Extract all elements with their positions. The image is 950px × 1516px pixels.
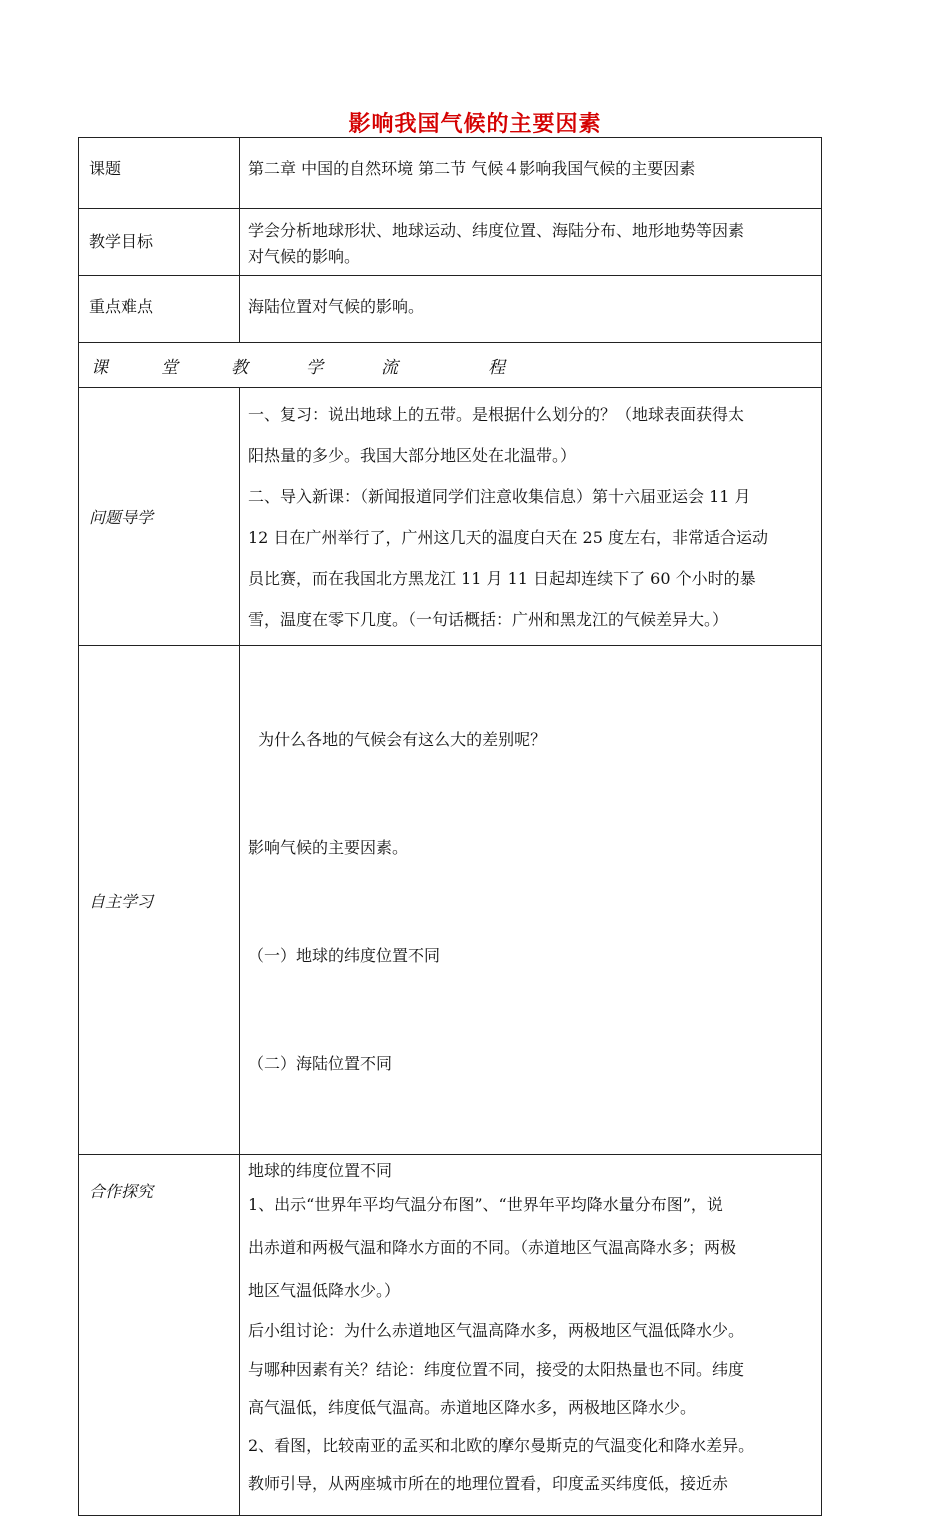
label-goal-text: 教学目标 xyxy=(89,232,154,251)
row-self xyxy=(79,646,822,1155)
label-self xyxy=(79,646,240,1155)
row-flow-heading xyxy=(79,343,822,388)
row-goal xyxy=(79,209,822,276)
label-key-text: 重点难点 xyxy=(89,297,154,316)
page-title: 影响我国气候的主要因素 xyxy=(348,111,602,137)
label-topic-text: 课题 xyxy=(89,159,122,178)
lesson-plan-table xyxy=(78,137,822,1516)
label-key xyxy=(79,276,240,343)
flow-char: 流 xyxy=(381,357,398,378)
self-line: （一）地球的纬度位置不同 xyxy=(248,946,441,965)
content-guide xyxy=(240,388,822,646)
content-key xyxy=(240,276,822,343)
row-key xyxy=(79,276,822,343)
content-coop xyxy=(240,1155,822,1516)
guide-line: 雪，温度在零下几度。（一句话概括：广州和黑龙江的气候差异大。） xyxy=(248,610,729,629)
guide-line: 二、导入新课：（新闻报道同学们注意收集信息）第十六届亚运会 11 月 xyxy=(248,487,751,506)
flow-heading xyxy=(79,343,822,388)
label-guide xyxy=(79,388,240,646)
guide-line: 员比赛，而在我国北方黑龙江 11 月 11 日起却连续下了 60 个小时的暴 xyxy=(248,569,756,588)
label-coop-text: 合作探究 xyxy=(89,1182,154,1201)
row-guide xyxy=(79,388,822,646)
row-coop xyxy=(79,1155,822,1516)
guide-line: 一、复习：说出地球上的五带。是根据什么划分的？（地球表面获得太 xyxy=(248,405,745,424)
goal-line: 学会分析地球形状、地球运动、纬度位置、海陆分布、地形地势等因素 xyxy=(248,221,745,240)
label-guide-text: 问题导学 xyxy=(89,508,154,527)
key-text: 海陆位置对气候的影响。 xyxy=(248,297,425,316)
flow-char: 程 xyxy=(488,357,505,378)
flow-char: 学 xyxy=(306,357,323,378)
coop-line: 1、出示“世界年平均气温分布图”、“世界年平均降水量分布图”，说 xyxy=(248,1195,723,1214)
coop-line: 后小组讨论：为什么赤道地区气温高降水多，两极地区气温低降水少。 xyxy=(248,1321,745,1340)
flow-char: 教 xyxy=(231,357,248,378)
goal-line: 对气候的影响。 xyxy=(248,247,361,266)
flow-char: 堂 xyxy=(161,357,178,378)
self-line: 为什么各地的气候会有这么大的差别呢？ xyxy=(248,730,547,749)
label-topic xyxy=(79,138,240,209)
topic-text: 第二章 中国的自然环境 第二节 气候４影响我国气候的主要因素 xyxy=(248,159,696,178)
flow-char: 课 xyxy=(91,357,108,378)
content-goal xyxy=(240,209,822,276)
coop-line: 2、看图，比较南亚的孟买和北欧的摩尔曼斯克的气温变化和降水差异。 xyxy=(248,1436,755,1455)
coop-line: 与哪种因素有关？结论：纬度位置不同，接受的太阳热量也不同。纬度 xyxy=(248,1360,745,1379)
coop-line: 地球的纬度位置不同 xyxy=(248,1161,393,1180)
content-self xyxy=(240,646,822,1155)
label-self-text: 自主学习 xyxy=(89,891,154,911)
guide-line: 12 日在广州举行了，广州这几天的温度白天在 25 度左右，非常适合运动 xyxy=(248,528,768,547)
coop-line: 地区气温低降水少。） xyxy=(248,1281,401,1300)
coop-line: 教师引导，从两座城市所在的地理位置看，印度孟买纬度低，接近赤 xyxy=(248,1474,729,1493)
self-line: （二）海陆位置不同 xyxy=(248,1054,393,1073)
label-goal xyxy=(79,209,240,276)
coop-line: 高气温低，纬度低气温高。赤道地区降水多，两极地区降水少。 xyxy=(248,1398,697,1417)
self-line: 影响气候的主要因素。 xyxy=(248,838,409,857)
content-topic xyxy=(240,138,822,209)
guide-line: 阳热量的多少。我国大部分地区处在北温带。） xyxy=(248,446,577,465)
label-coop xyxy=(79,1155,240,1516)
row-topic xyxy=(79,138,822,209)
coop-line: 出赤道和两极气温和降水方面的不同。（赤道地区气温高降水多；两极 xyxy=(248,1238,737,1257)
